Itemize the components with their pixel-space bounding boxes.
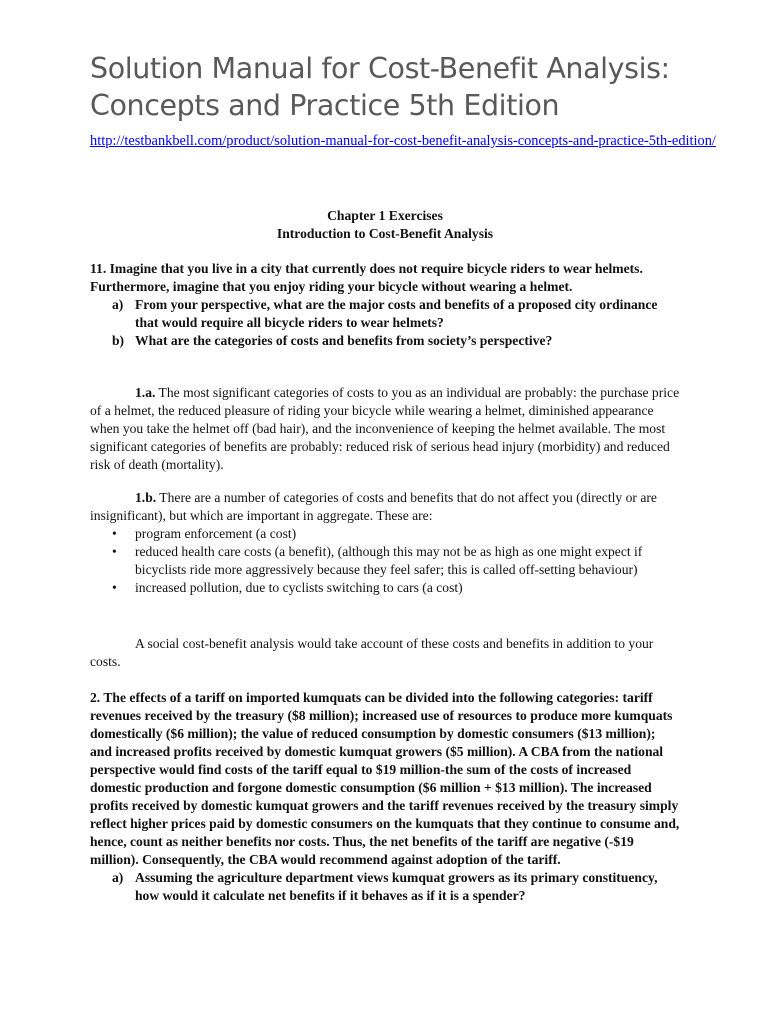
question-2-text: 2. The effects of a tariff on imported kumquats can be divided into the following categories: tariff revenues received by the treasury ($8 million); increased use of resources to produce more kumquats domestically ($6 million); the value of reduced consumption by domestic consumers ($13 million); and increased profits received by domestic kumquat growers ($5 million). A CBA from the national perspective would find costs of the tariff equal to $19 million-the sum of the costs of increased domestic production and forgone domestic consumption ($6 million + $13 million). The increased profits received by domestic kumquat growers and the tariff revenues received by the treasury simply reflect higher prices paid by domestic consumers on the kumquats that they continue to consume and, hence, count as neither benefits nor costs. Thus, the net benefits of the tariff are negative (-$19 million). Consequently, the CBA would recommend against adoption of the tariff. — [90, 690, 680, 867]
question-2-part-a — [90, 869, 680, 905]
answer-1a — [90, 384, 680, 474]
part-text: Assuming the agriculture department views kumquat growers as its primary constituency, how would it calculate net benefits if it behaves as if it is a spender? — [135, 870, 658, 903]
question-11-text: 11. Imagine that you live in a city that currently does not require bicycle riders to wear helmets. Furthermore, imagine that you enjoy riding your bicycle without wearing a helmet. — [90, 261, 643, 294]
chapter-subtitle: Introduction to Cost-Benefit Analysis — [276, 226, 494, 241]
question-2-subparts — [90, 869, 680, 905]
part-text: From your perspective, what are the major costs and benefits of a proposed city ordinance that would require all bicycle riders to wear helmets? — [135, 297, 658, 330]
part-label: a) — [112, 297, 124, 312]
question-11 — [90, 260, 680, 350]
bullet-icon: • — [112, 544, 117, 559]
source-link[interactable]: http://testbankbell.com/product/solution-manual-for-cost-benefit-analysis-concepts-and-practice-5th-edition/ — [90, 133, 716, 149]
answer-1b — [90, 489, 680, 597]
question-11-part-b — [90, 332, 680, 350]
question-11-part-a — [90, 296, 680, 332]
bullet-icon: • — [112, 526, 117, 541]
answer-text: The most significant categories of costs to you as an individual are probably: the purchase price of a helmet, the reduced pleasure of riding your bicycle while wearing a helmet, diminished appearance when you take the helmet off (bad hair), and the inconvenience of keeping the helmet available. The most significant categories of benefits are probably: reduced risk of serious head injury (morbidity) and reduced risk of death (mortality). — [90, 385, 680, 472]
part-label: a) — [112, 870, 124, 885]
list-item: • increased pollution, due to cyclists switching to cars (a cost) — [112, 580, 463, 595]
question-11-subparts — [90, 296, 680, 350]
answer-label: 1.a. — [135, 385, 156, 400]
answer-1b-closing: A social cost-benefit analysis would take account of these costs and benefits in addition to your costs. — [90, 636, 654, 669]
part-label: b) — [112, 333, 125, 348]
bullet-icon: • — [112, 580, 117, 595]
document-title: Solution Manual for Cost-Benefit Analysis: Concepts and Practice 5th Edition — [90, 52, 670, 122]
chapter-heading: Chapter 1 Exercises — [327, 208, 443, 223]
list-item: • program enforcement (a cost) — [112, 526, 297, 541]
answer-text: There are a number of categories of costs and benefits that do not affect you (directly or are insignificant), but which are important in aggregate. These are: — [90, 490, 657, 523]
list-item: • reduced health care costs (a benefit), (although this may not be as high as one might expect if bicyclists ride more aggressively because they feel safer; this is called off-setting behaviour) — [112, 544, 643, 577]
question-2 — [90, 689, 680, 905]
answer-label: 1.b. — [135, 490, 157, 505]
part-text: What are the categories of costs and benefits from society’s perspective? — [135, 333, 553, 348]
cost-benefit-bullets — [90, 525, 680, 597]
